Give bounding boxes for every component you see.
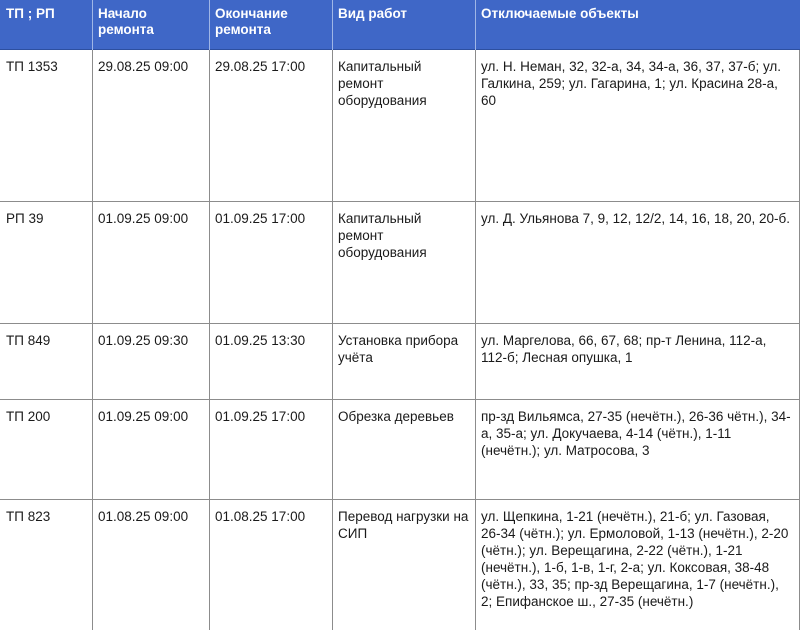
cell-end: 01.09.25 17:00	[215, 409, 306, 424]
header-work-type: Вид работ	[338, 6, 407, 21]
cell-end: 01.09.25 13:30	[215, 333, 306, 348]
cell-unit: ТП 849	[6, 333, 51, 348]
column-divider	[92, 50, 93, 630]
cell-objects: ул. Щепкина, 1-21 (нечётн.), 21-б; ул. Газовая, 26-34 (чётн.); ул. Ермоловой, 1-13 (нечётн.), 2-20 (чётн.); ул. Верещагина, 2-22 (чётн.), 1-21 (нечётн.), 1-б, 1-в, 1-г, 2-а; ул. Коксовая, 38-48 (чётн.), 33, 35; пр-зд Верещагина, 1-7 (нечётн.), 2; Епифанское ш., 27-35 (нечётн.)	[481, 509, 789, 609]
cell-start: 01.09.25 09:00	[98, 211, 189, 226]
cell-start: 01.08.25 09:00	[98, 509, 189, 524]
cell-unit: ТП 823	[6, 509, 51, 524]
cell-objects: ул. Маргелова, 66, 67, 68; пр-т Ленина, 112-а, 112-б; Лесная опушка, 1	[481, 333, 767, 365]
table-row	[0, 202, 800, 324]
header-start: Начало ремонта	[98, 6, 154, 37]
cell-start: 01.09.25 09:00	[98, 409, 189, 424]
column-divider	[332, 50, 333, 630]
cell-start: 29.08.25 09:00	[98, 59, 189, 74]
cell-end: 29.08.25 17:00	[215, 59, 306, 74]
table-row	[0, 324, 800, 400]
cell-unit: ТП 200	[6, 409, 51, 424]
header-divider	[475, 0, 476, 50]
table-row	[0, 400, 800, 500]
cell-end: 01.08.25 17:00	[215, 509, 306, 524]
cell-objects: ул. Д. Ульянова 7, 9, 12, 12/2, 14, 16, 18, 20, 20-б.	[481, 211, 790, 226]
column-divider	[209, 50, 210, 630]
cell-objects: пр-зд Вильямса, 27-35 (нечётн.), 26-36 чётн.), 34-а, 35-а; ул. Докучаева, 4-14 (чётн.), 1-11 (нечётн.); ул. Матросова, 3	[481, 409, 791, 458]
cell-work-type: Капитальный ремонт оборудования	[338, 59, 427, 108]
header-objects: Отключаемые объекты	[481, 6, 639, 21]
cell-work-type: Капитальный ремонт оборудования	[338, 211, 427, 260]
header-divider	[209, 0, 210, 50]
cell-work-type: Перевод нагрузки на СИП	[338, 509, 469, 541]
cell-work-type: Обрезка деревьев	[338, 409, 454, 424]
header-end: Окончание ремонта	[215, 6, 288, 37]
table-row	[0, 500, 800, 630]
header-divider	[92, 0, 93, 50]
header-unit: ТП ; РП	[6, 6, 55, 21]
cell-start: 01.09.25 09:30	[98, 333, 189, 348]
cell-objects: ул. Н. Неман, 32, 32-а, 34, 34-а, 36, 37, 37-б; ул. Галкина, 259; ул. Гагарина, 1; ул. Красина 28-а, 60	[481, 59, 782, 108]
cell-work-type: Установка прибора учёта	[338, 333, 459, 365]
column-divider	[475, 50, 476, 630]
cell-unit: ТП 1353	[6, 59, 58, 74]
cell-unit: РП 39	[6, 211, 44, 226]
table-row	[0, 50, 800, 202]
header-divider	[332, 0, 333, 50]
table-header	[0, 0, 800, 50]
cell-end: 01.09.25 17:00	[215, 211, 306, 226]
